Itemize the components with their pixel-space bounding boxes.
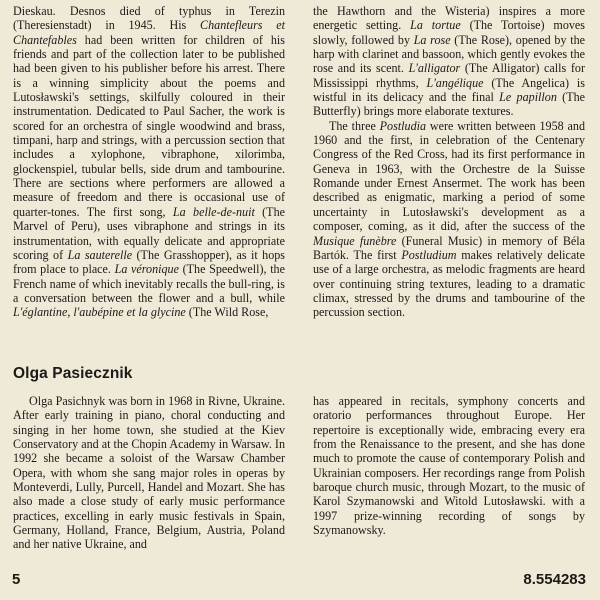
notes-text: (The Rose), opened by the harp with clarinet and bassoon, which gently evokes the rose and its scent.	[313, 32, 585, 76]
notes-column-right	[313, 4, 585, 320]
work-title: Postludia	[379, 118, 427, 133]
song-title: La véronique	[114, 262, 179, 277]
notes-text: (The Angelica) is wistful in its delicacy and the final	[313, 75, 585, 105]
notes-text: (The Butterfly) brings more elaborate textures.	[313, 90, 585, 119]
notes-text: Dieskau. Desnos died of typhus in Terezin (Theresienstadt) in 1945. His	[13, 4, 285, 33]
song-title: La sauterelle	[67, 247, 133, 262]
biography-column-right	[313, 394, 585, 537]
notes-text: The three	[329, 118, 380, 133]
song-title: La rose	[413, 32, 451, 47]
notes-text: (The Alligator) calls for Mississippi rhythms,	[313, 61, 585, 90]
notes-text: (The Grasshopper), as it hops from place to place.	[13, 247, 285, 277]
notes-text: makes relatively delicate use of a large orchestra, as melodic fragments are heard over continuing string textures, leading to a dramatic climax, stressed by the drums and tambourine of the percussion section.	[313, 247, 586, 320]
work-title: Postludium	[401, 247, 457, 262]
notes-text: (The Tortoise) moves slowly, followed by	[313, 18, 585, 47]
biography-column-left	[13, 394, 285, 552]
notes-paragraph	[13, 4, 285, 320]
notes-text: the Hawthorn and the Wisteria) inspires a more energetic setting.	[313, 4, 585, 33]
catalogue-number: 8.554283	[523, 571, 586, 588]
notes-paragraph	[313, 4, 585, 119]
notes-text: (The Wild Rose,	[185, 305, 269, 320]
notes-column-left	[13, 4, 285, 320]
biography-paragraph: Olga Pasichnyk was born in 1968 in Rivne, Ukraine. After early training in piano, choral conducting and singing in her home town, she studied at the Kiev Conservatory and at the Chopin Academy in Warsaw. In 1992 she became a soloist of the Warsaw Chamber Opera, with whom she sang major roles in operas by Monteverdi, Lully, Purcell, Handel and Mozart. She has also made a close study of early music performance practices, excelling in early music festivals in Spain, Germany, Holland, France, Belgium, Austria, Poland and her native Ukraine, and	[13, 394, 285, 552]
notes-text: had been written for children of his friends and part of the collection later to be published had been given to his publisher before his arrest. There is a winning simplicity about the poems and Lutosławski's settings, skilfully coloured in their instrumentation. Dedicated to Paul Sacher, the work is scored for an orchestra of single woodwind and brass, timpani, harp and strings, with a percussion section that includes a xylophone, vibraphone, xilorimba, glockenspiel, tubular bells, side drum and tambourine. There are sections where performers are allowed a measure of freedom and there is occasional use of quarter-tones. The first song,	[13, 32, 285, 219]
song-title: L'alligator	[408, 61, 461, 76]
work-title: Musique funèbre	[313, 233, 397, 248]
notes-text: (The Speedwell), the French name of which inevitably recalls the bull-ring, is a conversation between the flower and a bull, while	[13, 262, 285, 305]
biography-paragraph: has appeared in recitals, symphony concerts and oratorio performances throughout Europe. Her repertoire is exceptionally wide, embracing every era from the Renaissance to the present, and she has done much to promote the cause of contemporary Polish and Ukrainian composers. Her recordings range from Polish baroque church music, through Mozart, to the music of Karol Szymanowski and Witold Lutosławski. with a 1997 prize-winning recording of songs by Szymanowsky.	[313, 394, 585, 538]
work-title: Chantefleurs et Chantefables	[13, 18, 285, 47]
song-title: Le papillon	[499, 90, 557, 105]
song-title: La belle-de-nuit	[172, 204, 255, 219]
song-title: L'églantine, l'aubépine et la glycine	[13, 305, 186, 320]
notes-text: (The Marvel of Peru), uses vibraphone and strings in its instrumentation, with equally delicate and appropriate scoring of	[13, 204, 285, 262]
notes-paragraph	[313, 119, 585, 320]
page-number: 5	[12, 571, 21, 588]
notes-text: (Funeral Music) in memory of Béla Bartók. The first	[313, 233, 585, 262]
biography-heading: Olga Pasiecznik	[13, 365, 133, 382]
song-title: L'angélique	[426, 75, 484, 90]
notes-text: were written between 1958 and 1960 and the first, in celebration of the Centenary Congress of the Red Cross, had its first performance in Geneva in 1963, with the Orchestre de la Suisse Romande under Ernest Ansermet. The work has been described as enigmatic, marking a period of some uncertainty in Lutosławski's development as a composer, coming, as it did, after the success of the	[313, 118, 585, 234]
song-title: La tortue	[410, 18, 461, 33]
